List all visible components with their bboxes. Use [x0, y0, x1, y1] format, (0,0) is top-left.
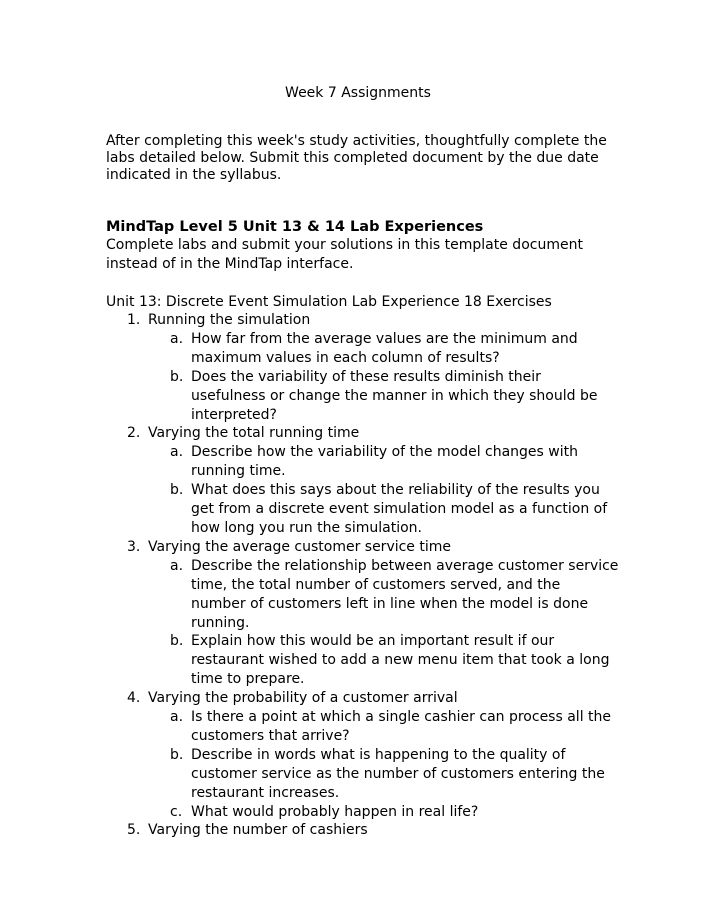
exercise-subitem — [0, 557, 714, 633]
unit-title: Unit 13: Discrete Event Simulation Lab Experience 18 Exercises — [106, 294, 552, 310]
exercise-subitem — [0, 443, 714, 481]
subitem-letter: b. — [170, 482, 184, 499]
subitem-text: Describe how the variability of the model changes with running time. — [191, 444, 578, 480]
subitem-letter: c. — [170, 803, 183, 820]
exercise-text: Varying the average customer service time — [148, 538, 452, 555]
exercise-subitem — [0, 330, 714, 368]
exercise-item — [0, 424, 714, 443]
exercise-number: 2. — [127, 425, 141, 442]
exercise-item — [0, 311, 714, 330]
subitem-text: How far from the average values are the minimum and maximum values in each column of results? — [191, 330, 578, 366]
exercise-item — [0, 538, 714, 557]
exercise-number: 3. — [127, 538, 141, 555]
exercise-number: 5. — [127, 822, 141, 839]
exercise-text: Varying the total running time — [148, 425, 360, 442]
subitem-text: Describe in words what is happening to the quality of customer service as the number of customers entering the restaurant increases. — [191, 746, 605, 801]
subitem-text: What does this says about the reliability of the results you get from a discrete event simulation model as a function of how long you run the simulation. — [191, 482, 608, 536]
exercise-item — [0, 821, 714, 840]
subitem-text: Describe the relationship between average customer service time, the total number of customers served, and the number of customers left in line when the model is done running. — [191, 557, 619, 631]
section-description: Complete labs and submit your solutions in this template document instead of in the MindTap interface. — [106, 237, 583, 272]
subitem-letter: b. — [170, 633, 184, 650]
exercise-text: Running the simulation — [148, 312, 311, 328]
exercise-list — [0, 311, 714, 840]
exercise-subitem — [0, 632, 714, 689]
subitem-letter: b. — [170, 746, 184, 763]
page-title: Week 7 Assignments — [285, 85, 431, 101]
subitem-letter: a. — [170, 444, 184, 461]
subitem-letter: b. — [170, 368, 184, 385]
intro-paragraph: After completing this week's study activities, thoughtfully complete the labs detailed below. Submit this completed document by the due date indicated in the syllabus. — [106, 133, 607, 183]
subitem-text: Explain how this would be an important result if our restaurant wished to add a new menu item that took a long time to prepare. — [191, 633, 610, 688]
exercise-subitem — [0, 746, 714, 803]
exercise-subitem — [0, 708, 714, 746]
subitem-letter: a. — [170, 330, 184, 347]
exercise-text: Varying the number of cashiers — [148, 822, 368, 839]
exercise-number: 1. — [127, 312, 141, 328]
exercise-subitem — [0, 803, 714, 822]
exercise-number: 4. — [127, 690, 141, 707]
exercise-text: Varying the probability of a customer arrival — [148, 690, 458, 707]
exercise-subitem — [0, 481, 714, 538]
subitem-text: What would probably happen in real life? — [191, 803, 479, 820]
subitem-letter: a. — [170, 557, 184, 574]
subitem-text: Does the variability of these results diminish their usefulness or change the manner in which they should be interpreted? — [191, 368, 598, 423]
exercise-item — [0, 689, 714, 708]
subitem-text: Is there a point at which a single cashier can process all the customers that arrive? — [191, 709, 612, 744]
subitem-letter: a. — [170, 709, 184, 726]
section-heading: MindTap Level 5 Unit 13 & 14 Lab Experiences — [106, 219, 484, 235]
exercise-subitem — [0, 368, 714, 425]
